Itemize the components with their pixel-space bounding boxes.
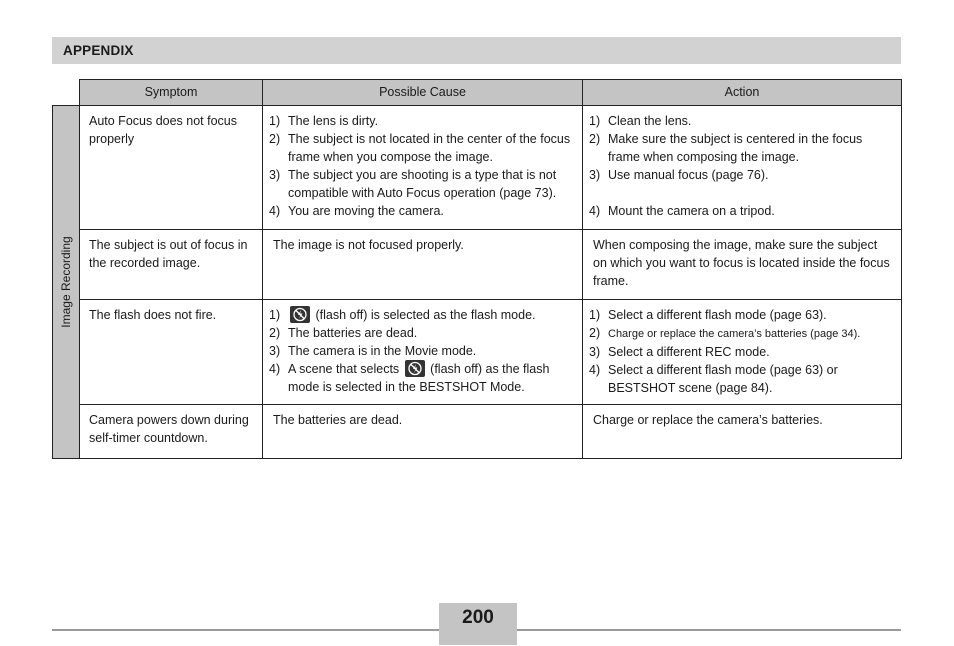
list-item: 4) A scene that selects (flash off) as the flash mode is selected in the BESTSHOT Mode. (269, 362, 550, 394)
flash-off-icon (290, 306, 310, 323)
category-label: Image Recording (59, 236, 73, 328)
list-item: 4) Mount the camera on a tripod. (589, 204, 775, 218)
table-row (53, 300, 902, 405)
list-item: 4) You are moving the camera. (269, 204, 444, 218)
table-row (53, 106, 902, 230)
action-cell (583, 300, 902, 405)
symptom-cell: Auto Focus does not focus properly (80, 106, 263, 230)
troubleshooting-table (52, 79, 902, 459)
action-cell: When composing the image, make sure the subject on which you want to focus is located inside the focus frame. (583, 230, 902, 300)
list-item: 3) Select a different REC mode. (589, 345, 770, 359)
list-item: 1) The lens is dirty. (269, 114, 379, 128)
action-cell (583, 106, 902, 230)
symptom-cell: The flash does not fire. (80, 300, 263, 405)
action-cell: Charge or replace the camera’s batteries. (583, 405, 902, 459)
column-header-action: Action (583, 80, 902, 106)
table-row (53, 230, 902, 300)
list-item: 2) The subject is not located in the center of the focus frame when you compose the image. (269, 132, 571, 164)
section-header (52, 37, 901, 64)
column-header-symptom: Symptom (80, 80, 263, 106)
symptom-cell: Camera powers down during self-timer countdown. (80, 405, 263, 459)
page-number: 200 (439, 603, 517, 631)
column-header-cause: Possible Cause (263, 80, 583, 106)
cause-cell: The batteries are dead. (263, 405, 583, 459)
list-item: 3) Use manual focus (page 76). (589, 168, 769, 182)
table-row (53, 405, 902, 459)
cause-cell: The image is not focused properly. (263, 230, 583, 300)
list-item: 3) The camera is in the Movie mode. (269, 344, 477, 358)
list-item: 2) The batteries are dead. (269, 326, 418, 340)
list-item: 1) Select a different flash mode (page 63). (589, 308, 827, 322)
list-item: 1) Clean the lens. (589, 114, 692, 128)
category-side-label (53, 106, 80, 459)
page-number-tab (439, 631, 517, 645)
list-item: 2) Charge or replace the camera’s batteries (page 34). (589, 326, 861, 340)
list-item: 3) The subject you are shooting is a type that is not compatible with Auto Focus operation (page 73). (269, 168, 557, 200)
list-item: 1) (flash off) is selected as the flash mode. (269, 308, 536, 322)
table-header-row (53, 80, 902, 106)
flash-off-icon (405, 360, 425, 377)
cause-cell (263, 300, 583, 405)
symptom-cell: The subject is out of focus in the recorded image. (80, 230, 263, 300)
section-title: APPENDIX (63, 43, 134, 58)
cause-cell (263, 106, 583, 230)
list-item: 4) Select a different flash mode (page 63) or BESTSHOT scene (page 84). (589, 363, 838, 395)
list-item: 2) Make sure the subject is centered in the focus frame when composing the image. (589, 132, 863, 164)
